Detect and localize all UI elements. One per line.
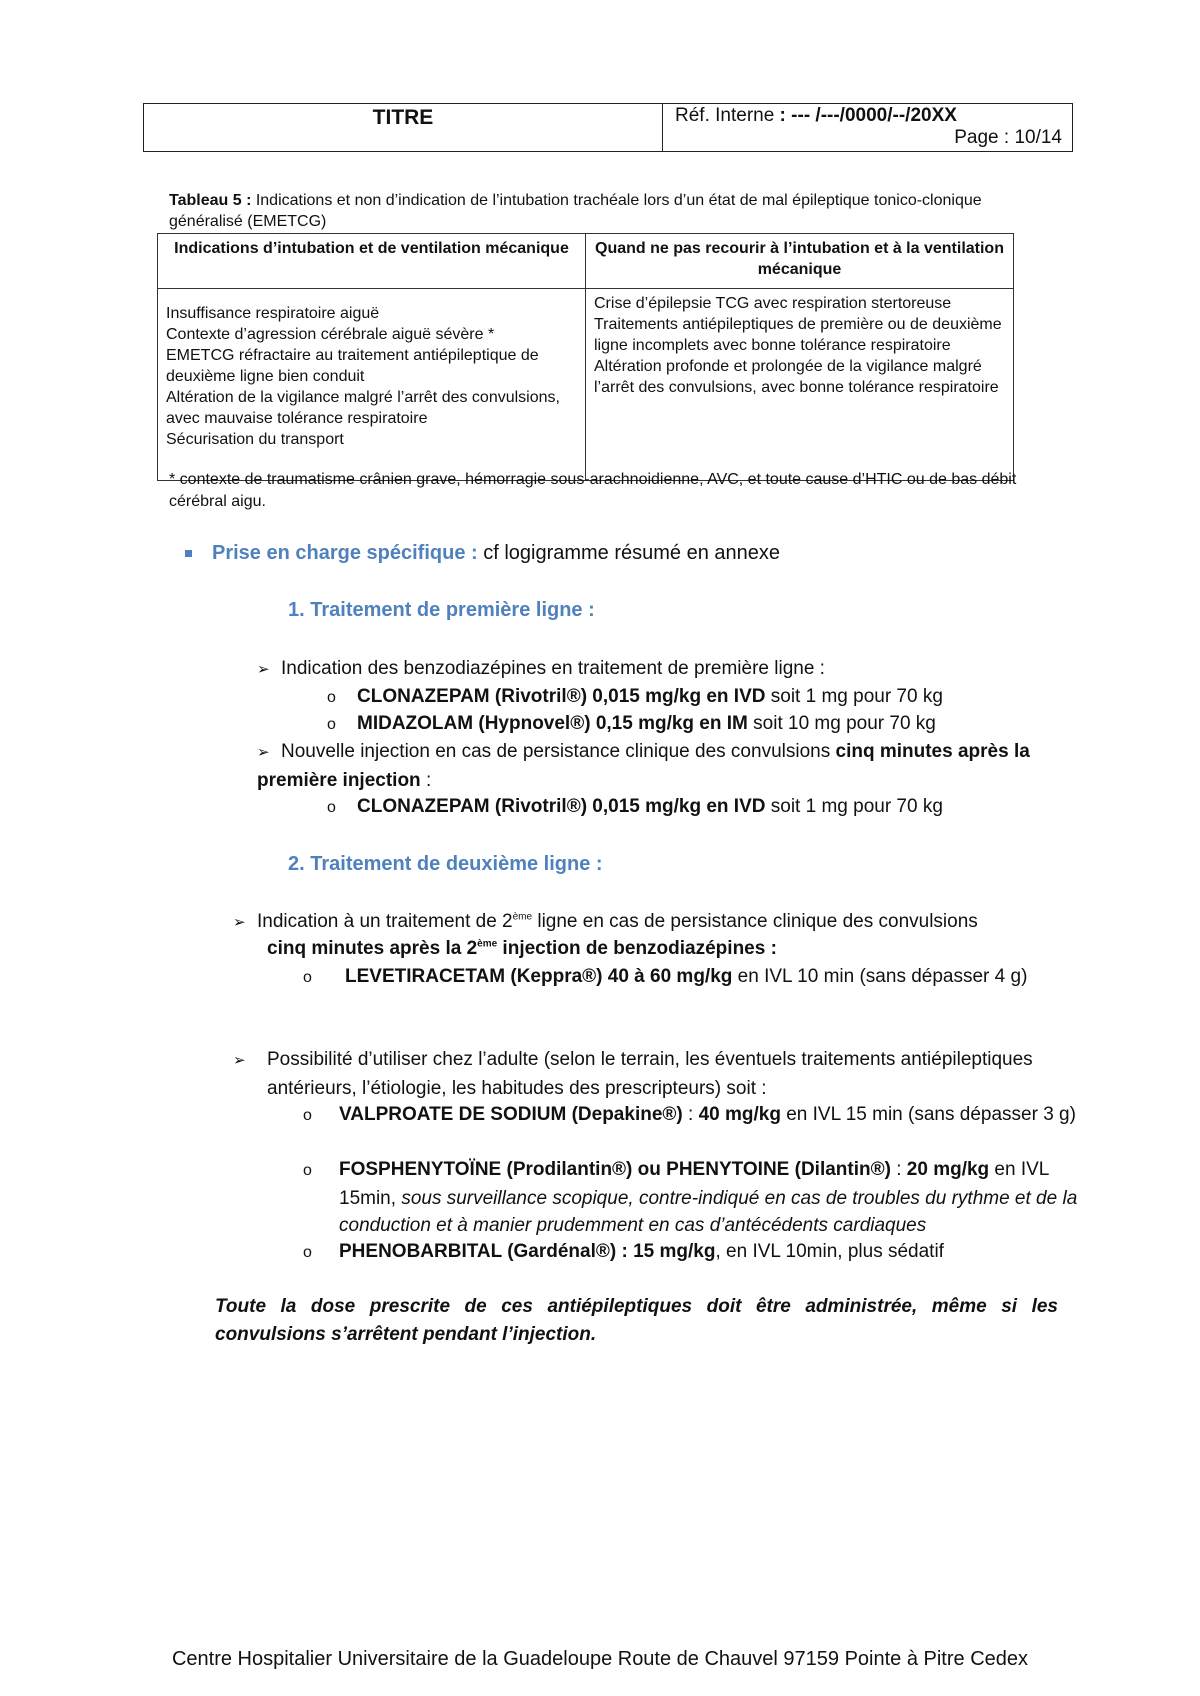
list-item-text: Possibilité d’utiliser chez l’adulte (selon le terrain, les éventuels traitements antiépileptiques antérieurs, l’étiologie, les habitudes des prescripteurs) soit : xyxy=(267,1049,1033,1099)
list-item xyxy=(233,908,978,937)
list-item xyxy=(257,738,1077,794)
table-header-contraindications: Quand ne pas recourir à l’intubation et à la ventilation mécanique xyxy=(586,234,1014,289)
list-item: Crise d’épilepsie TCG avec respiration stertoreuse xyxy=(594,295,952,312)
ref-value: : --- /---/0000/--/20XX xyxy=(774,105,957,126)
table-footnote: * contexte de traumatisme crânien grave, hémorragie sous-arachnoidienne, AVC, et toute cause d’HTIC ou de bas débit cérébral aigu. xyxy=(169,471,1017,510)
list-item-text: : xyxy=(420,769,432,791)
list-item: Altération de la vigilance malgré l’arrêt des convulsions, avec mauvaise tolérance respiratoire xyxy=(166,389,560,427)
drug-name: CLONAZEPAM (Rivotril®) 0,015 mg/kg en IVD xyxy=(357,796,766,817)
list-item-text: Nouvelle injection en cas de persistance clinique des convulsions xyxy=(281,741,836,762)
circle-bullet-icon: o xyxy=(327,799,336,816)
list-item xyxy=(303,1101,1109,1130)
drug-name: VALPROATE DE SODIUM (Depakine®) xyxy=(339,1104,683,1125)
circle-bullet-icon: o xyxy=(303,1244,312,1261)
list-item xyxy=(257,655,825,684)
list-item xyxy=(233,1046,1107,1102)
drug-dose: soit 10 mg pour 70 kg xyxy=(747,713,936,734)
list-item xyxy=(327,710,936,739)
drug-dose: soit 1 mg pour 70 kg xyxy=(765,686,943,707)
table-header-indications: Indications d’intubation et de ventilation mécanique xyxy=(158,234,586,289)
list-item xyxy=(303,1238,944,1267)
table-cell-indications xyxy=(158,289,586,481)
list-item-text: Indication des benzodiazépines en traitement de première ligne : xyxy=(281,658,825,679)
separator: : xyxy=(890,1159,907,1180)
dosing-note: Toute la dose prescrite de ces antiépileptiques doit être administrée, même si les convulsions s’arrêtent pendant l’injection. xyxy=(215,1296,1058,1345)
drug-dose: soit 1 mg pour 70 kg xyxy=(765,796,943,817)
drug-name: PHENOBARBITAL (Gardénal®) : 15 mg/kg xyxy=(339,1241,716,1262)
list-item-text: Indication à un traitement de 2 xyxy=(257,911,513,932)
list-item: Contexte d’agression cérébrale aiguë sévère * xyxy=(166,326,495,343)
list-item: Altération profonde et prolongée de la vigilance malgré l’arrêt des convulsions, avec bonne tolérance respiratoire xyxy=(594,358,999,396)
drug-dose: en IVL 15min, xyxy=(339,1159,1049,1209)
list-item: Insuffisance respiratoire aiguë xyxy=(166,305,380,322)
list-item-emphasis xyxy=(267,935,777,963)
table-caption-label: Tableau 5 : xyxy=(169,192,252,209)
document-header xyxy=(143,103,1073,152)
circle-bullet-icon: o xyxy=(327,716,336,733)
section-label: Prise en charge spécifique : xyxy=(212,542,478,564)
arrow-bullet-icon: ➢ xyxy=(233,1052,246,1069)
list-item: EMETCG réfractaire au traitement antiépileptique de deuxième ligne bien conduit xyxy=(166,347,539,385)
list-item: Sécurisation du transport xyxy=(166,431,344,448)
drug-name: MIDAZOLAM (Hypnovel®) 0,15 mg/kg en IM xyxy=(357,713,748,734)
drug-dose: , en IVL 10min, plus sédatif xyxy=(715,1241,944,1262)
list-item xyxy=(327,683,943,712)
table-header-row xyxy=(158,234,1014,289)
emphasis-text: injection de benzodiazépines : xyxy=(497,938,777,959)
superscript: ème xyxy=(477,938,498,950)
list-item-text: ligne en cas de persistance clinique des convulsions xyxy=(532,911,978,932)
square-bullet-icon xyxy=(185,550,192,557)
list-item xyxy=(303,963,1027,992)
circle-bullet-icon: o xyxy=(303,1107,312,1124)
document-reference xyxy=(663,104,1072,151)
intubation-table xyxy=(157,233,1014,481)
drug-name: CLONAZEPAM (Rivotril®) 0,015 mg/kg en IVD xyxy=(357,686,766,707)
arrow-bullet-icon: ➢ xyxy=(257,744,270,761)
page-footer: Centre Hospitalier Universitaire de la Guadeloupe Route de Chauvel 97159 Pointe à Pitre Cedex xyxy=(171,1648,1029,1670)
table-cell-contraindications xyxy=(586,289,1014,481)
list-item xyxy=(303,1156,1109,1240)
drug-dose: en IVL 15 min (sans dépasser 3 g) xyxy=(780,1104,1076,1125)
separator: : xyxy=(682,1104,699,1125)
list-item-emphasis: cinq minutes après la première injection xyxy=(257,741,1030,791)
first-line-heading: 1. Traitement de première ligne : xyxy=(288,599,595,621)
drug-dose: en IVL 10 min (sans dépasser 4 g) xyxy=(732,966,1028,987)
table-caption xyxy=(169,190,1029,232)
drug-warning: sous surveillance scopique, contre-indiqué en cas de troubles du rythme et de la conduction et à manier prudemment en cas d’antécédents cardiaques xyxy=(339,1187,1078,1236)
list-item: Traitements antiépileptiques de première ou de deuxième ligne incomplets avec bonne tolérance respiratoire xyxy=(594,316,1002,354)
arrow-bullet-icon: ➢ xyxy=(233,914,246,931)
second-line-heading: 2. Traitement de deuxième ligne : xyxy=(288,853,603,875)
arrow-bullet-icon: ➢ xyxy=(257,661,270,678)
section-text: cf logigramme résumé en annexe xyxy=(477,542,781,564)
list-item xyxy=(327,793,943,822)
ref-label: Réf. Interne xyxy=(675,105,775,126)
drug-dose-value: 20 mg/kg xyxy=(906,1159,990,1180)
circle-bullet-icon: o xyxy=(303,1162,312,1179)
document-title: TITRE xyxy=(144,104,663,151)
drug-name: FOSPHENYTOÏNE (Prodilantin®) ou PHENYTOINE (Dilantin®) xyxy=(339,1159,891,1180)
circle-bullet-icon: o xyxy=(327,689,336,706)
circle-bullet-icon: o xyxy=(303,969,312,986)
drug-dose-value: 40 mg/kg xyxy=(698,1104,781,1125)
drug-name: LEVETIRACETAM (Keppra®) 40 à 60 mg/kg xyxy=(345,966,733,987)
emphasis-text: cinq minutes après la 2 xyxy=(267,938,478,959)
page-number: Page : 10/14 xyxy=(954,127,1062,148)
table-row xyxy=(158,289,1014,481)
section-heading xyxy=(185,540,780,568)
superscript: ème xyxy=(512,911,533,923)
table-caption-text: Indications et non d’indication de l’intubation trachéale lors d’un état de mal épileptique tonico-clonique généralisé (EMETCG) xyxy=(169,192,982,230)
